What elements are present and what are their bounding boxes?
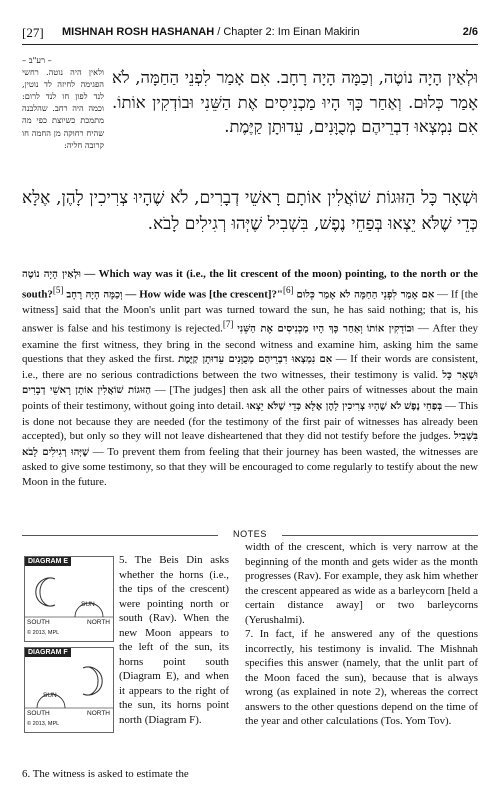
mishnah-hebrew-part2: וּשְׁאָר כָּל הַזּוּגוֹת שׁוֹאֲלִין אוֹתָם רָאשֵׁי דְבָרִים, לֹא שֶׁהָיוּ צְרִיכִין לָהֶן, אֶלָּא כְּדֵי שֶׁלֹּא יֵצְאוּ בְּפַחֵי נֶפֶשׁ, בִּשְׁבִיל שֶׁיְּהוּ רְגִילִים לָבֹא.: [22, 188, 478, 234]
note-6-start: 6. The witness is asked to estimate the: [22, 768, 189, 780]
note-5: 5. The Beis Din asks whether the horns (i.e., the tips of the crescent) were pointing north or south (Rav). When the new Moon appears to the left of the sun, its horns point south (Diagram E), and when it appears to the right of the sun, its horns point north (Diagram F).: [119, 554, 229, 726]
hebrew-lemma: וְאַחַר כָּךְ הָיוּ מַכְנִיסִים אֶת הַשֵּׁנִי: [237, 324, 363, 336]
diagram-e: [24, 556, 114, 642]
translation-text: — How wide was [the crescent]?": [122, 288, 283, 301]
copyright: © 2013, MPL: [27, 630, 60, 636]
diagram-f-drawing: [25, 648, 113, 732]
sun-label: SUN: [43, 692, 57, 699]
hebrew-lemma: וּשְׁאָר כָּל הַזּוּגוֹת שׁוֹאֲלִין אוֹתָן רָאשֵׁי דְבָרִים: [22, 369, 478, 397]
hebrew-lemma: וּבוֹדְקִין אוֹתוֹ: [366, 324, 415, 336]
notes-label: NOTES: [232, 529, 267, 539]
mishnah-hebrew-part1: וּלְאַין הָיָה נוֹטֶה, וְכַמָּה הָיָה רָחָב. אִם אָמַר לִפְנֵי הַחַמָּה, לֹא אָמַר כְּלוּם. וְאַחַר כָּךְ הָיוּ מַכְנִיסִים אֶת הַשֵּׁנִי וּבוֹדְקִין אוֹתוֹ. אִם נִמְצְאוּ דִבְרֵיהֶם מְכֻוָּנִים, עֵדוּתָן קַיֶּמֶת.: [112, 68, 478, 136]
running-title: [62, 26, 360, 38]
diagram-e-drawing: [25, 557, 113, 641]
diagram-label: DIAGRAM F: [25, 648, 71, 657]
notes-right-column: [245, 540, 478, 729]
tractate-title: MISHNAH ROSH HASHANAH: [62, 26, 215, 38]
hebrew-lemma: בִּשְׁבִיל שֶׁיְּהוּ רְגִילִים לָבֹא: [22, 431, 478, 458]
rav-commentary: [22, 54, 104, 151]
page-number: [27]: [22, 25, 44, 40]
translation-block: [22, 267, 478, 490]
hebrew-lemma: אִם אָמַר לִפְנֵי הַחַמָּה לֹא אָמַר כְּלוּם: [296, 289, 435, 301]
commentary-caption: – רע"ב –: [22, 55, 52, 65]
hebrew-lemma: וּלְאַין הָיָה נוֹטֶה: [22, 269, 81, 280]
translation-text: — To prevent them from feeling that their journey has been wasted, the witnesses are asked to give some testimony, so that they will be encouraged to come regularly to testify about the new Moon in the future.: [22, 445, 478, 488]
running-header: [22, 22, 478, 45]
north-label: NORTH: [87, 710, 110, 717]
diagram-f: [24, 647, 114, 733]
copyright: © 2013, MPL: [27, 721, 60, 727]
hebrew-lemma: אִם נִמְצְאוּ דִבְרֵיהֶם מְכֻוָּנִים עֵדוּתָן קַיֶּמֶת: [178, 354, 333, 366]
footnote-ref: [5]: [52, 284, 64, 295]
south-label: SOUTH: [27, 619, 50, 626]
translation-text: — If their words are consistent, i.e., there are no serious contradictions between the two witnesses, their testimony is valid.: [22, 353, 478, 381]
footnote-ref: [7]: [222, 319, 234, 330]
translation-text: — [The judges] then ask all the other pairs of witnesses about the main points of their testimony, without going into detail.: [22, 384, 478, 412]
translation-text: — After they examine the first witness, they bring in the second witness and examine him, asking him the same questions that they asked the first.: [22, 323, 478, 366]
translation-text: — This is done not because they are needed (for the testimony of the first pair of witnesses has already been accepted), but only so they will not leave disheartened that they did not testify before the judges.: [22, 400, 478, 443]
mishnah-number: 2/6: [462, 26, 478, 38]
divider: [282, 535, 478, 536]
divider: [22, 535, 218, 536]
diagram-label: DIAGRAM E: [25, 557, 71, 566]
sun-label: SUN: [81, 601, 95, 608]
note-7: 7. In fact, if he answered any of the questions incorrectly, his testimony is invalid. The Mishnah specifies this answer (namely, that the unlit part of the Moon faced the sun), because that is always wrong (as explained in note 2), whereas the correct answers to the other questions depend on the time of the year and other calculations (Tos. Yom Tov).: [245, 628, 478, 727]
commentary-text: ולאין היה נוטה. רחשי הפגימה לחיזה לד נוטין, לנד לפון חו לנד לרום: וכמה היה רחב. שהלבנה מתמכת כשיוצת כפי מה שהיח רחוקה מן החמה חו קרובה חליה:: [22, 67, 104, 150]
translation-text: — Which way was it (i.e., the lit crescent of the moon) pointing, to the north or the south?: [22, 268, 478, 301]
chapter-title: / Chapter 2: Im Einan Makirin: [214, 26, 360, 38]
note-6-continued: width of the crescent, which is very narrow at the beginning of the month and gets wider as the month progresses (Rav). For example, they ask him whether the crescent appeared as wide as a barleycorn [held a certain distance away] or two barleycorns (Yerushalmi).: [245, 541, 478, 626]
crescent-moon-icon: [36, 578, 55, 606]
hebrew-lemma: וְכַמָּה הָיָה רָחָב: [66, 289, 123, 301]
north-label: NORTH: [87, 619, 110, 626]
hebrew-lemma: לֹא שֶׁהָיוּ צְרִיכִין לָהֶן אֶלָּא כְּדֵי שֶׁלֹּא יֵצְאוּ: [246, 401, 402, 412]
footnote-ref: [6]: [282, 284, 294, 295]
crescent-moon-icon: [83, 667, 102, 695]
south-label: SOUTH: [27, 710, 50, 717]
translation-text: — If [the witness] said that the Moon's unlit part was turned toward the sun, he has said nothing; that is, his answer is false and his testimony is rejected.: [22, 288, 478, 336]
hebrew-lemma: בְּפַחֵי נֶפֶשׁ: [404, 401, 443, 412]
